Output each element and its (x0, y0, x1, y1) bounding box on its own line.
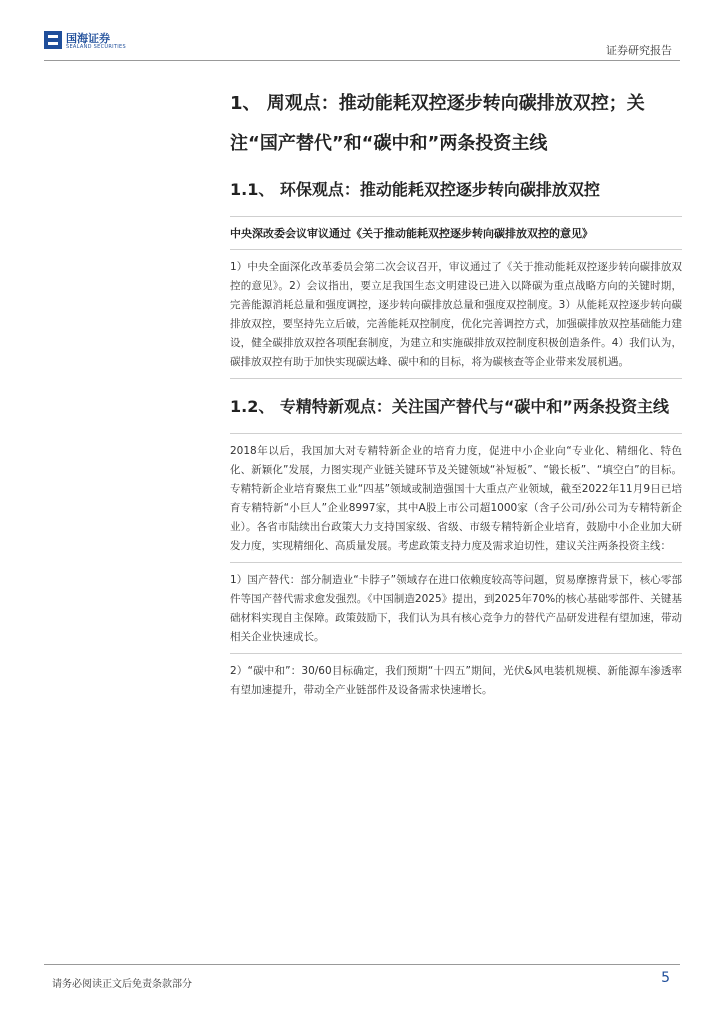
section-1-1-paragraph: 1）中央全面深化改革委员会第二次会议召开，审议通过了《关于推动能耗双控逐步转向碳排放双控的意见》。2）会议指出，要立足我国生态文明建设已进入以降碳为重点战略方向的关键时期，完善能源消耗总量和强度调控，逐步转向碳排放总量和强度双控制度。3）从能耗双控逐步转向碳排放双控，要坚持先立后破，完善能耗双控制度，优化完善调控方式，加强碳排放双控基础能力建设，健全碳排放双控各项配套制度，为建立和实施碳排放双控制度积极创造条件。4）我们认为，碳排放双控有助于加快实现碳达峰、碳中和的目标，将为碳核查等企业带来发展机遇。 (230, 261, 682, 368)
section-1-2-title: 1.2、 专精特新观点：关注国产替代与“碳中和”两条投资主线 (230, 397, 669, 416)
section-1-1-subheading: 中央深改委会议审议通过《关于推动能耗双控逐步转向碳排放双控的意见》 (230, 227, 593, 240)
section-1-1-title: 1.1、 环保观点：推动能耗双控逐步转向碳排放双控 (230, 180, 600, 199)
report-type-label: 证券研究报告 (606, 44, 672, 57)
logo-mark-icon (44, 31, 62, 49)
logo-text-en: SEALAND SECURITIES (66, 44, 126, 50)
header-divider (44, 60, 680, 61)
page-number: 5 (661, 970, 670, 986)
section-divider (230, 216, 682, 217)
footer-divider (44, 964, 680, 965)
section-divider (230, 433, 682, 434)
section-divider (230, 562, 682, 563)
logo-text-cn: 国海证券 (66, 32, 110, 45)
page-header (0, 0, 724, 70)
section-1-2-paragraph-3: 2）“碳中和”：30/60目标确定，我们预期“十四五”期间，光伏&风电装机规模、新能源车渗透率有望加速提升，带动全产业链部件及设备需求快速增长。 (230, 665, 682, 696)
section-1-2-paragraph-2: 1）国产替代：部分制造业“卡脖子”领域存在进口依赖度较高等问题，贸易摩擦背景下，核心零部件等国产替代需求愈发强烈。《中国制造2025》提出，到2025年70%的核心基础零部件、关键基础材料实现自主保障。政策鼓励下，我们认为具有核心竞争力的替代产品研发进程有望加速，带动相关企业快速成长。 (230, 574, 682, 643)
section-divider (230, 249, 682, 250)
main-content (230, 80, 682, 700)
section-1-title: 1、 周观点：推动能耗双控逐步转向碳排放双控；关注“国产替代”和“碳中和”两条投资主线 (230, 93, 645, 154)
section-divider (230, 653, 682, 654)
section-divider (230, 378, 682, 379)
company-logo (44, 30, 144, 54)
section-1-2-paragraph-1: 2018年以后，我国加大对专精特新企业的培育力度，促进中小企业向“专业化、精细化、特色化、新颖化”发展，力图实现产业链关键环节及关键领域“补短板”、“锻长板”、“填空白”的目标。专精特新企业培育聚焦工业“四基”领域或制造强国十大重点产业领域，截至2022年11月9日已培育专精特新“小巨人”企业8997家，其中A股上市公司超1000家（含子公司/孙公司为专精特新企业）。各省市陆续出台政策大力支持国家级、省级、市级专精特新企业培育，鼓励中小企业加大研发力度，实现精细化、高质量发展。考虑政策支持力度及需求迫切性，建议关注两条投资主线： (230, 445, 682, 552)
footer-disclaimer: 请务必阅读正文后免责条款部分 (52, 979, 192, 990)
